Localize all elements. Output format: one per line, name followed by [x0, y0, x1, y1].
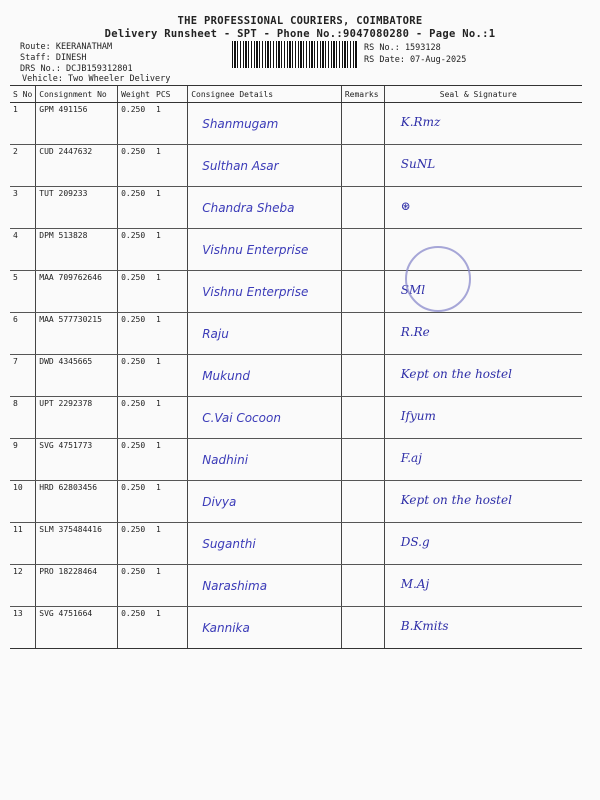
rs-number: RS No.: 1593128: [364, 43, 441, 53]
cell-weight: 0.250: [118, 607, 153, 649]
signature-handwriting: SuNL: [400, 157, 436, 171]
table-row: [10, 271, 582, 313]
consignee-handwriting: Mukund: [202, 369, 250, 383]
cell-consignee: [188, 187, 342, 229]
col-consignee: Consignee Details: [188, 86, 342, 103]
cell-signature: [384, 355, 582, 397]
cell-sno: 2: [10, 145, 36, 187]
cell-weight: 0.250: [118, 565, 153, 607]
cell-consignee: [188, 229, 342, 271]
cell-remarks: [341, 397, 384, 439]
table-row: [10, 145, 582, 187]
cell-consignee: [188, 103, 342, 145]
cell-remarks: [341, 145, 384, 187]
table-row: [10, 229, 582, 271]
cell-signature: [384, 607, 582, 649]
cell-signature: [384, 103, 582, 145]
cell-pcs: 1: [153, 355, 188, 397]
signature-handwriting: K.Rmz: [400, 115, 441, 129]
cell-weight: 0.250: [118, 397, 153, 439]
cell-pcs: 1: [153, 229, 188, 271]
cell-consignment-no: SVG 4751664: [36, 607, 118, 649]
cell-weight: 0.250: [118, 229, 153, 271]
cell-sno: 6: [10, 313, 36, 355]
consignee-handwriting: Chandra Sheba: [202, 201, 295, 215]
cell-pcs: 1: [153, 565, 188, 607]
cell-consignment-no: CUD 2447632: [36, 145, 118, 187]
cell-remarks: [341, 523, 384, 565]
table-row: [10, 607, 582, 649]
cell-signature: [384, 187, 582, 229]
consignee-handwriting: Vishnu Enterprise: [202, 243, 309, 257]
table-row: [10, 523, 582, 565]
cell-sno: 12: [10, 565, 36, 607]
signature-handwriting: DS.g: [400, 535, 430, 549]
cell-pcs: 1: [153, 145, 188, 187]
signature-handwriting: M.Aj: [400, 577, 430, 591]
cell-signature: [384, 145, 582, 187]
cell-consignee: [188, 481, 342, 523]
cell-sno: 5: [10, 271, 36, 313]
cell-consignment-no: TUT 209233: [36, 187, 118, 229]
table-row: [10, 397, 582, 439]
cell-consignee: [188, 523, 342, 565]
cell-consignee: [188, 439, 342, 481]
cell-pcs: 1: [153, 523, 188, 565]
cell-sno: 13: [10, 607, 36, 649]
cell-sno: 1: [10, 103, 36, 145]
cell-pcs: 1: [153, 271, 188, 313]
cell-remarks: [341, 271, 384, 313]
col-consignment: Consignment No: [36, 86, 118, 103]
cell-consignment-no: SVG 4751773: [36, 439, 118, 481]
cell-pcs: 1: [153, 103, 188, 145]
consignee-handwriting: C.Vai Cocoon: [202, 411, 281, 425]
cell-consignee: [188, 607, 342, 649]
consignee-handwriting: Kannika: [202, 621, 250, 635]
table-row: [10, 439, 582, 481]
table-row: [10, 481, 582, 523]
cell-consignee: [188, 355, 342, 397]
company-title: THE PROFESSIONAL COURIERS, COIMBATORE: [177, 15, 423, 27]
cell-remarks: [341, 187, 384, 229]
consignee-handwriting: Raju: [202, 327, 229, 341]
cell-consignee: [188, 271, 342, 313]
consignee-handwriting: Nadhini: [202, 453, 249, 467]
table-row: [10, 103, 582, 145]
cell-consignment-no: PRO 18228464: [36, 565, 118, 607]
runsheet-subtitle: Delivery Runsheet - SPT - Phone No.:9047080280 - Page No.:1: [104, 28, 496, 40]
cell-pcs: 1: [153, 481, 188, 523]
consignee-handwriting: Suganthi: [202, 537, 256, 551]
cell-remarks: [341, 481, 384, 523]
cell-consignment-no: HRD 62803456: [36, 481, 118, 523]
cell-weight: 0.250: [118, 271, 153, 313]
cell-weight: 0.250: [118, 439, 153, 481]
consignee-handwriting: Vishnu Enterprise: [202, 285, 309, 299]
cell-pcs: 1: [153, 313, 188, 355]
cell-signature: [384, 481, 582, 523]
signature-handwriting: R.Re: [400, 325, 430, 339]
cell-remarks: [341, 229, 384, 271]
cell-consignment-no: MAA 709762646: [36, 271, 118, 313]
cell-consignment-no: SLM 375484416: [36, 523, 118, 565]
table-row: [10, 565, 582, 607]
cell-weight: 0.250: [118, 103, 153, 145]
cell-signature: [384, 565, 582, 607]
consignee-handwriting: Narashima: [202, 579, 268, 593]
cell-weight: 0.250: [118, 523, 153, 565]
cell-weight: 0.250: [118, 187, 153, 229]
cell-remarks: [341, 313, 384, 355]
cell-weight: 0.250: [118, 313, 153, 355]
signature-handwriting: ⊛: [400, 199, 411, 213]
consignee-handwriting: Shanmugam: [202, 117, 279, 131]
cell-consignee: [188, 565, 342, 607]
staff-label: Staff: DINESH: [20, 53, 87, 63]
col-signature: Seal & Signature: [384, 86, 582, 103]
cell-signature: [384, 397, 582, 439]
cell-sno: 3: [10, 187, 36, 229]
cell-consignment-no: DWD 4345665: [36, 355, 118, 397]
signature-handwriting: Kept on the hostel: [400, 367, 512, 381]
col-sno: S No: [10, 86, 36, 103]
col-pcs: PCS: [153, 86, 188, 103]
barcode: [232, 41, 358, 68]
cell-signature: [384, 439, 582, 481]
runsheet-table: [10, 85, 582, 649]
cell-consignment-no: GPM 491156: [36, 103, 118, 145]
cell-pcs: 1: [153, 439, 188, 481]
signature-handwriting: B.Kmits: [400, 619, 449, 633]
cell-weight: 0.250: [118, 481, 153, 523]
rs-date: RS Date: 07-Aug-2025: [364, 55, 467, 65]
signature-handwriting: Ifyum: [400, 409, 436, 423]
cell-remarks: [341, 607, 384, 649]
cell-sno: 8: [10, 397, 36, 439]
signature-handwriting: F.aj: [400, 451, 422, 465]
cell-pcs: 1: [153, 607, 188, 649]
table-row: [10, 187, 582, 229]
cell-sno: 11: [10, 523, 36, 565]
drs-number: DRS No.: DCJB159312801: [20, 64, 133, 74]
vehicle-label: Vehicle: Two Wheeler Delivery: [22, 74, 171, 84]
cell-remarks: [341, 565, 384, 607]
cell-remarks: [341, 355, 384, 397]
cell-consignment-no: DPM 513828: [36, 229, 118, 271]
cell-consignee: [188, 313, 342, 355]
cell-sno: 4: [10, 229, 36, 271]
col-weight: Weight: [118, 86, 153, 103]
cell-pcs: 1: [153, 397, 188, 439]
consignee-handwriting: Divya: [202, 495, 237, 509]
cell-signature: [384, 523, 582, 565]
cell-consignment-no: MAA 577730215: [36, 313, 118, 355]
consignee-handwriting: Sulthan Asar: [202, 159, 279, 173]
signature-handwriting: SMl: [400, 283, 426, 297]
col-remarks: Remarks: [341, 86, 384, 103]
seal-stamp: [405, 246, 471, 312]
table-header-row: [10, 86, 582, 103]
route-label: Route: KEERANATHAM: [20, 42, 113, 52]
cell-sno: 7: [10, 355, 36, 397]
cell-remarks: [341, 439, 384, 481]
cell-pcs: 1: [153, 187, 188, 229]
cell-signature: [384, 313, 582, 355]
cell-weight: 0.250: [118, 145, 153, 187]
cell-remarks: [341, 103, 384, 145]
cell-sno: 9: [10, 439, 36, 481]
cell-weight: 0.250: [118, 355, 153, 397]
cell-consignee: [188, 145, 342, 187]
table-row: [10, 313, 582, 355]
cell-consignment-no: UPT 2292378: [36, 397, 118, 439]
cell-sno: 10: [10, 481, 36, 523]
signature-handwriting: Kept on the hostel: [400, 493, 512, 507]
table-row: [10, 355, 582, 397]
cell-consignee: [188, 397, 342, 439]
